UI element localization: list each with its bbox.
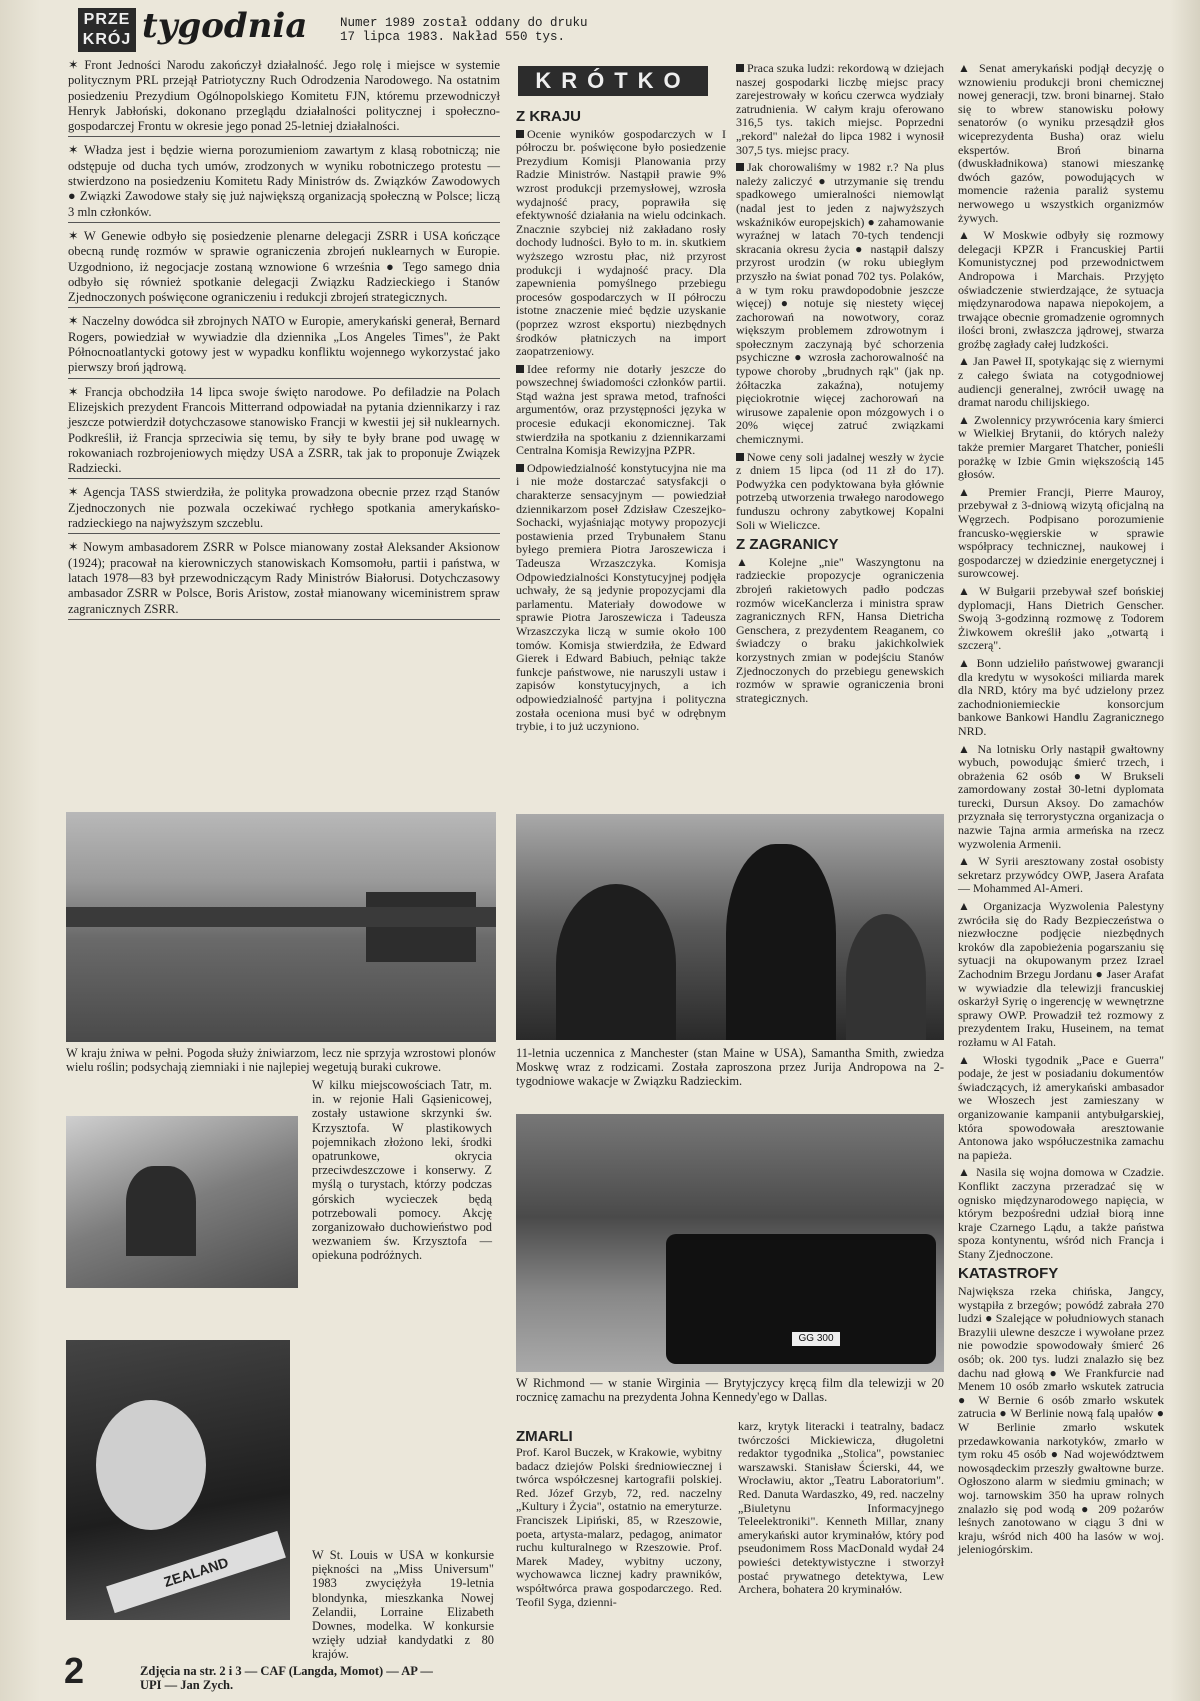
square-bullet-icon: [516, 130, 524, 138]
news-item: ▲ Włoski tygodnik „Pace e Guerra" podaje, że jest w posiadaniu dokumentów świadczących, iż amerykański ambasador we Włoszech jest zamieszany w organizowanie kampanii antybułgarskiej, która spowodowała aresztowanie Antonowa jako współuczestnika zamachu na papieża.: [958, 1052, 1164, 1162]
zmarli-heading: ZMARLI: [516, 1428, 573, 1445]
z-kraju-column-2: [736, 62, 944, 709]
tatry-photo: [66, 1116, 298, 1288]
license-plate: GG 300: [792, 1332, 840, 1346]
news-item: ▲ W Bułgarii przebywał szef bońskiej dyplomacji, Hans Dietrich Genscher. Swoją 3-godzinną rozmowę z Todorem Żiwkowem określił jako „otwartą i szczerą".: [958, 583, 1164, 653]
news-item: ✶ Agencja TASS stwierdziła, że polityka prowadzona obecnie przez rząd Stanów Zjednoczonych nie pozwala oczekiwać rychłego spotkania amerykańsko-radzieckiego na najwyższym szczeblu.: [68, 485, 500, 534]
square-bullet-icon: [736, 64, 744, 72]
news-item: Nowe ceny soli jadalnej weszły w życie z dniem 15 lipca (od 11 zł do 17). Podwyżka cen podyktowana była głównie potrzebą utworzenia trwałego narodowego funduszu ochrony zabytkowej Kopalni Soli w Wieliczce.: [736, 449, 944, 532]
square-bullet-icon: [516, 464, 524, 472]
news-item: Ocenie wyników gospodarczych w I półroczu br. poświęcone było posiedzenie Prezydium Komisji Planowania przy Radzie Ministrów. Nastąpił prawie 9% wzrost produkcji przemysłowej, wzrosła wydajność pracy, poprawiła się efektywność działania na wielu odcinkach. Znacznie szybciej niż zakładano rosły dochody ludności. Było to m. in. skutkiem wyższego wzrostu płac, niż przyrost produkcji i wydajność pracy. Dla zapewnienia pomyślnego przebiegu procesów gospodarczych w II półroczu istotne znaczenie mieć będzie uzyskanie (poprzez wzrost eksportu) niezbędnych środków płatniczych na import zaopatrzeniowy.: [516, 126, 726, 359]
richmond-caption: W Richmond — w stanie Wirginia — Brytyjczycy kręcą film dla telewizji w 20 rocznicę zamachu na prezydenta Johna Kennedy'ego w Dallas.: [516, 1376, 944, 1405]
figure-left: [556, 884, 676, 1040]
figure-center: [726, 844, 836, 1040]
foreign-news-column: [958, 62, 1164, 1561]
page-number: 2: [64, 1650, 85, 1691]
news-item: ▲ Senat amerykański podjął decyzję o wznowieniu produkcji broni chemicznej nowej generacji, tzw. broni binarnej. Stało się to wbrew stanowisku połowy senatorów (o wyniku przesądził głos wiceprezydenta Busha) oraz wielu ekspertów. Broń binarna (dwuskładnikowa) stanowi mieszankę dwóch gazów, powodujących w momencie rażenia paraliż systemu nerwowego u wszystkich organizmów żywych.: [958, 61, 1164, 225]
z-kraju-column: [516, 104, 726, 738]
news-item: ✶ W Genewie odbyło się posiedzenie plenarne delegacji ZSRR i USA kończące obecną rundę rozmów w sprawie ograniczenia zbrojeń nuklearnych w Europie. Uzgodniono, iż negocjacje zostaną wznowione 6 września ● Tego samego dnia odbyło się również spotkanie delegacji Związku Radzieckiego i Stanów Zjednoczonych poświęcone ograniczeniu i redukcji zbrojeń strategicznych.: [68, 229, 500, 308]
samantha-caption: 11-letnia uczennica z Manchester (stan Maine w USA), Samantha Smith, zwiedza Moskwę wraz z rodzicami. Została zaproszona przez Jurija Andropowa na 2-tygodniowe wakacje w Związku Radzieckim.: [516, 1046, 944, 1089]
z-kraju-heading: Z KRAJU: [516, 108, 582, 125]
news-item: Odpowiedzialność konstytucyjna nie ma i nie może dostarczać satysfakcji o charakterze sensacyjnym — powiedział dziennikarzom poseł Zdzisław Czeszejko-Sochacki, wyjaśniając motywy propozycji postawienia przed Trybunałem Stanu byłego premiera Piotra Jaroszewicza i Tadeusza Wrzaszczyka. Komisja Odpowiedzialności Konstytucyjnej podjęła uchwały, że są jedynie propozycjami dla parlamentu. Materiały dowodowe w sprawie Piotra Jaroszewicza i Tadeusza Wrzaszczyka liczą w sumie około 100 tomów. Komisja stwierdziła, że Edward Gierek i Edward Babiuch, pełniąc także funkcje państwowe, nie naruszyli ustaw i zapisów konstytucyjnych, a ich odpowiedzialność partyjna i polityczna została oceniona musi być w odrębnym trybie, i to już uczyniono.: [516, 460, 726, 734]
news-item: ✶ Front Jedności Narodu zakończył działalność. Jego rolę i miejsce w systemie politycznym PRL przejął Patriotyczny Ruch Odrodzenia Narodowego. Na ostatnim posiedzeniu Prezydium Ogólnopolskiego Komitetu FJN, któremu przewodniczył Henryk Jabłoński, dokonano przeglądu działalności politycznej i społeczno-gospodarczej Frontu w okresie jego ponad 25-letniej działalności.: [68, 58, 500, 137]
news-item: ▲ Nasila się wojna domowa w Czadzie. Konflikt zaczyna przeradzać się w ognisko międzynarodowego napięcia, w którym bezpośredni udział biorą inne kraje Czarnego Lądu, a także państwa spoza kontynentu, wśród nich Francja i Stany Zjednoczone.: [958, 1165, 1164, 1261]
square-bullet-icon: [736, 453, 744, 461]
zmarli-col-1: Prof. Karol Buczek, w Krakowie, wybitny badacz dziejów Polski średniowiecznej i twórca współczesnej kartografii polskiej. Red. Józef Grzyb, 72, red. naczelny „Kultury i Życia", ostatnio na emeryturze. Franciszek Lipiński, 85, w Rzeszowie, poeta, artysta-malarz, pedagog, animator ruchu kulturalnego w Rzeszowie. Prof. Marek Madey, wybitny uczony, wychowawca licznej kadry prawników, współtwórca prawa gospodarczego. Red. Teofil Syga, dzienni-: [516, 1445, 722, 1609]
news-item: ▲ Bonn udzieliło państwowej gwarancji dla kredytu w wysokości miliarda marek dla NRD, który ma być udzielony przez zachodnioniemieckie konsorcjum bankowe Bankowi Handlu Zagranicznego NRD.: [958, 655, 1164, 738]
news-item: ▲ W Syrii aresztowany został osobisty sekretarz przywódcy OWP, Jasera Arafata — Mohammed Al-Ameri.: [958, 854, 1164, 896]
photo-credits: Zdjęcia na str. 2 i 3 — CAF (Langda, Momot) — AP — UPI — Jan Zych.: [140, 1664, 433, 1692]
przekroj-logo: PRZE KRÓJ: [78, 8, 136, 52]
combine-harvester: [366, 892, 476, 962]
treeline: [66, 907, 496, 927]
news-item: ▲ Kolejne „nie" Waszyngtonu na radzieckie propozycje ograniczenia zbrojeń rakietowych padło podczas rozmów wiceKanclerza i ministra spraw zagranicznych RFN, Hansa Dietricha Genschera, z prezydentem Reaganem, co świadczy o braku jakichkolwiek korzystnych zmian w podejściu Stanów Zjednoczonych do przebiegu genewskich rozmów w sprawie ograniczenia broni strategicznych.: [736, 554, 944, 705]
samantha-smith-photo: [516, 814, 944, 1040]
section-masthead: tygodnia: [142, 6, 308, 46]
news-item: Największa rzeka chińska, Jangcy, wystąpiła z brzegów; powódź zabrała 270 ludzi ● Szalejące w południowych stanach Brazylii ulewne deszcze i wywołane przez nie powodzie spowodowały śmierć 26 osób; ok. 200 tys. ludzi znalazło się bez dachu nad głową ● We Frankfurcie nad Menem 10 osób zmarło wskutek zatrucia ● W Bernie 6 osób zmarło wskutek zatrucia ● W Berlinie nową falą upałów ● W Berlinie zmarło wskutek przedawkowania narkotyków, zmarło w tym roku 45 osób ● Nad województwem nowosądeckim przeszły gwałtowne burze. Ogłoszono alarm w siedmiu gminach; w woj. tarnowskim 350 ha upraw rolnych znalazło się pod wodą ● 209 pożarów leśnych zanotowano w ciągu 3 dni w kraju, wśród nich 400 ha lasów w woj. jeleniogórskim.: [958, 1284, 1164, 1557]
winner-face: [96, 1400, 206, 1530]
news-item: ▲ Na lotnisku Orly nastąpił gwałtowny wybuch, powodując śmierć trzech, i obrażenia 62 osób ● W Brukseli zamordowany został 30-letni dyplomata turecki, Dursun Aksoy. Do zamachów przyznała się terrorystyczna organizacja o nazwie Tajna armia armeńska na rzecz wyzwolenia Armenii.: [958, 741, 1164, 851]
miss-universe-caption: W St. Louis w USA w konkursie piękności na „Miss Universum" 1983 zwyciężyła 19-letnia blondynka, mieszkanka Nowej Zelandii, Lorraine Elizabeth Downes, modelka. W konkursie wzięły udział kandydatki z 80 krajów.: [312, 1548, 494, 1662]
news-item: ▲ Premier Francji, Pierre Mauroy, przebywał z 3-dniową wizytą oficjalną na Węgrzech. Podpisano porozumienie francusko-węgierskie w sprawie współpracy technicznej, naukowej i gospodarczej w dziedzinie energetycznej i surowcowej.: [958, 484, 1164, 581]
harvest-caption: W kraju żniwa w pełni. Pogoda służy żniwiarzom, lecz nie sprzyja wzrostowi plonów wielu roślin; podsychają ziemniaki i nie najlepiej wegetują buraki cukrowe.: [66, 1046, 496, 1075]
katastrofy-heading: KATASTROFY: [958, 1265, 1059, 1283]
news-column-left: [68, 58, 500, 626]
news-item: Idee reformy nie dotarły jeszcze do powszechnej świadomości członków partii. Stąd ważna jest sprawa metod, trafności argumentów, oraz przystępności języka w procesie edukacji ekonomicznej. Tak stwierdziła na spotkaniu z dziennikarzami Centralna Komisja Rewizyjna PZPR.: [516, 361, 726, 458]
richmond-film-photo: [516, 1114, 944, 1372]
krotko-banner: KRÓTKO: [518, 66, 708, 96]
tatry-caption: W kilku miejscowościach Tatr, m. in. w rejonie Hali Gąsienicowej, zostały ustawione skrzynki św. Krzysztofa. W plastikowych pojemnikach złożono leki, środki opatrunkowe, okrycia przeciwdeszczowe i konserwy. Z myślą o turystach, którzy podczas górskich wycieczek będą potrzebowali pomocy. Akcję zorganizowało duchowieństwo pod wezwaniem św. Krzysztofa — opiekuna podróżnych.: [312, 1078, 492, 1263]
square-bullet-icon: [736, 163, 744, 171]
zmarli-col-2: karz, krytyk literacki i teatralny, badacz twórczości Mickiewicza, długoletni redaktor tygodnika „Stolica", powstaniec warszawski. Stanisław Ścierski, 44, we Wrocławiu, aktor „Teatru Laboratorium". Red. Danuta Wardaszko, 49, red. naczelny „Biuletynu Informacyjnego Teleelektroniki". Kenneth Millar, znany amerykański autor kryminałów, który pod pseudonimem Ross MacDonald wydał 24 powieści detektywistyczne i stworzył postać prywatnego detektywa, Lew Archera, bohatera 20 kryminałów.: [738, 1419, 944, 1597]
figure-right: [846, 914, 926, 1040]
news-item: ✶ Władza jest i będzie wierna porozumieniom zawartym z klasą robotniczą; nie odstępuje od ducha tych umów, zrodzonych w wyniku robotniczego protestu — stwierdzono na posiedzeniu Komitetu Rady Ministrów ds. Związków Zawodowych ● Związki Zawodowe stały się już największą organizacją społeczną w Polsce; liczą 3 mln członków.: [68, 143, 500, 222]
news-item: ▲ Zwolennicy przywrócenia kary śmierci w Wielkiej Brytanii, do których należy także premier Margaret Thatcher, ponieśli porażkę w Izbie Gmin większością 145 głosów.: [958, 412, 1164, 482]
news-item: ▲ W Moskwie odbyły się rozmowy delegacji KPZR i Francuskiej Partii Komunistycznej pod przewodnictwem Andropowa i Marchais. Przyjęto oświadczenie stwierdzające, że sytuacja międzynarodowa napawa niepokojem, a trwające obecnie gromadzenie ogromnych ilości broni, zwłaszcza jądrowej, stwarza groźbę zagłady całej ludzkości.: [958, 228, 1164, 351]
news-item: Jak chorowaliśmy w 1982 r.? Na plus należy zaliczyć ● utrzymanie się trendu spadkowego umieralności niemowląt (nadal jest to jeden z najwyższych wskaźników europejskich) ● zahamowanie wyraźnej w latach 70-tych tendencji skracania okresu życia ● nastąpił dalszy przyrost urodzin (w roku ubiegłym przyszło na świat ponad 702 tys. Polaków, a w tym roku prawdopodobnie jeszcze więcej) ● notuje się niestety więcej zachorowań na nowotwory, coraz większym problemem zdrowotnym i społecznym zaczynają być schorzenia psychiczne ● wzrosła zachorowalność na typowe choroby „brudnych rąk" (jak np. żółtaczka zakaźna), notujemy pięciokrotnie więcej zachorowań na wirusowe zapalenie opon mózgowych i o 20% więcej zatruć związkami chemicznymi.: [736, 160, 944, 447]
news-item: ✶ Nowym ambasadorem ZSRR w Polsce mianowany został Aleksander Aksionow (1924); pracował na kierowniczych stanowiskach Komsomołu, partii i państwa, w latach 1978—83 był przewodniczącym Rady Ministrów Białorusi. Dotychczasowy ambasador ZSRR w Polsce, Boris Aristow, został mianowany wiceministrem spraw zagranicznych ZSRR.: [68, 540, 500, 619]
news-item: ▲ Jan Paweł II, spotykając się z wiernymi z całego świata na cotygodniowej audiencji generalnej, zwrócił uwagę na dramat narodu chilijskiego.: [958, 354, 1164, 410]
news-item: ▲ Organizacja Wyzwolenia Palestyny zwróciła się do Rady Bezpieczeństwa o niezwłoczne podjęcie niezbędnych kroków dla zapobieżenia pogarszaniu się sytuacji na okupowanym przez Izrael Zachodnim Brzegu Jordanu ● Jaser Arafat w wywiadzie dla telewizji francuskiej oskarżył Syrię o ingerencję w wewnętrzne sprawy OWP. Prowadził też rozmowy z prezydentem Iraku, Huseinem, na temat rozłamu w Al Fatah.: [958, 899, 1164, 1049]
z-zagranicy-heading: Z ZAGRANICY: [736, 536, 839, 554]
square-bullet-icon: [516, 365, 524, 373]
miss-universe-photo: [66, 1340, 290, 1620]
harvest-photo: [66, 812, 496, 1042]
hiker-figure: [126, 1166, 196, 1256]
news-item: Praca szuka ludzi: rekordową w dziejach naszej gospodarki liczbę miejsc pracy zarejestrowały w końcu czerwca wydziały zatrudnienia. W całym kraju oferowano 316,5 tys. takich miejsc. Poprzedni „rekord" należał do lipca 1982 i wynosił 307,5 tys. miejsc pracy.: [736, 61, 944, 157]
sash: ZEALAND: [106, 1531, 286, 1613]
issue-note: Numer 1989 został oddany do druku 17 lipca 1983. Nakład 550 tys.: [340, 16, 588, 44]
news-item: ✶ Naczelny dowódca sił zbrojnych NATO w Europie, amerykański generał, Bernard Rogers, powiedział w wywiadzie dla dziennika „Los Angeles Times", że Pakt Północnoatlantycki gotowy jest w wypadku konfliktu wojennego wykorzystać jako pierwszy broń jądrową.: [68, 314, 500, 378]
news-item: ✶ Francja obchodziła 14 lipca swoje święto narodowe. Po defiladzie na Polach Elizejskich prezydent Francois Mitterrand odpowiadał na pytania dziennikarzy i raz jeszcze potwierdził dotychczasowe stanowisko Francji w kwestii jej sił nuklearnych. Podkreślił, iż Francja sprzeciwia się temu, by siły te były brane pod uwagę w rokowaniach rozbrojeniowych między USA a ZSRR, tak jak to proponuje Związek Radziecki.: [68, 385, 500, 480]
